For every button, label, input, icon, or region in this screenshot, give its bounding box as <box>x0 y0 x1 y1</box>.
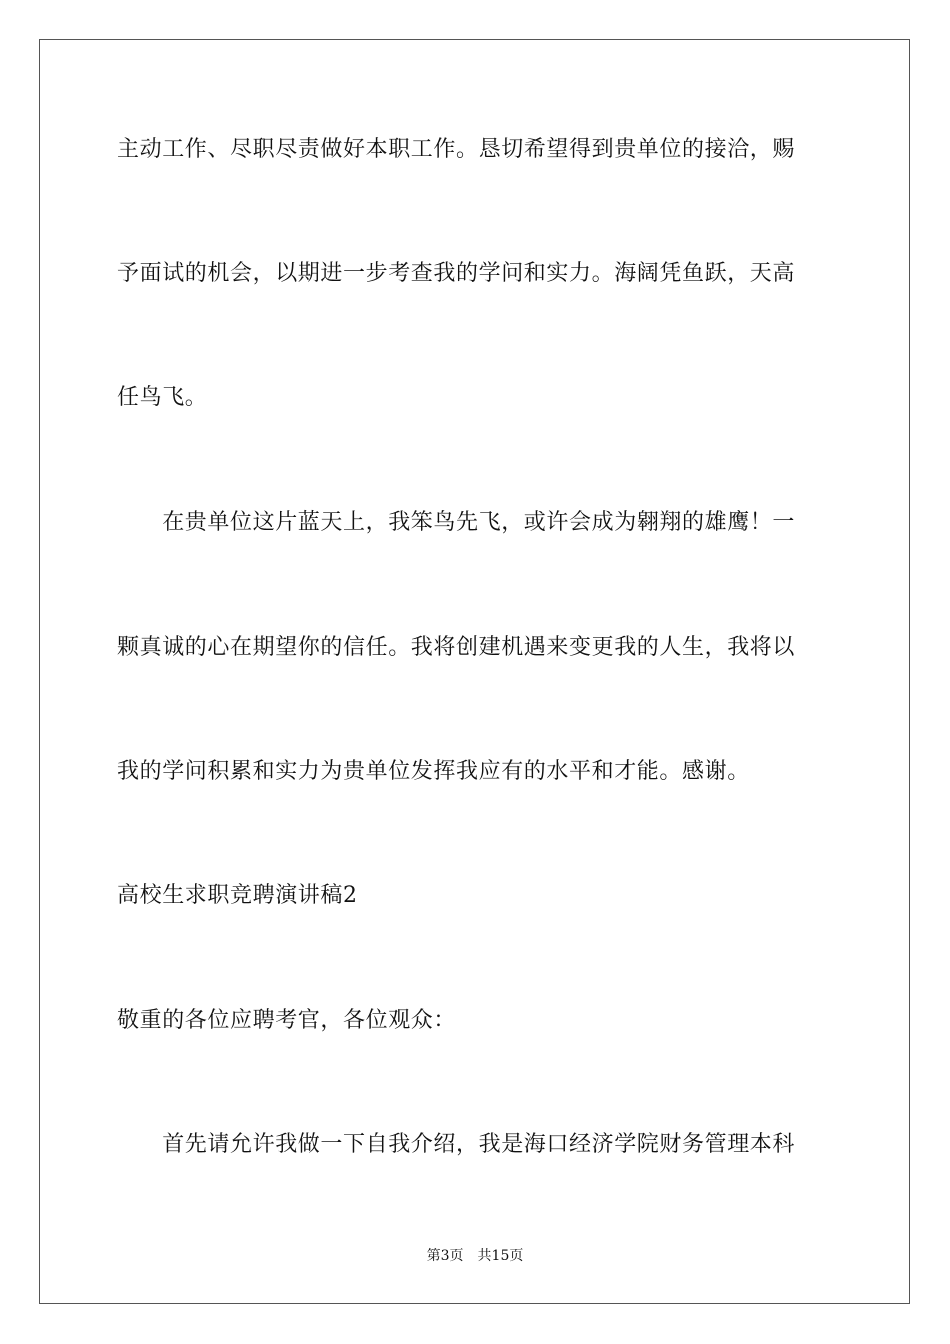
text-line-4: 在贵单位这片蓝天上，我笨鸟先飞，或许会成为翱翔的雄鹰！一 <box>117 510 796 535</box>
page-number: 第3页 <box>426 1248 464 1264</box>
page-footer <box>0 1246 950 1266</box>
page-total: 共15页 <box>477 1248 524 1264</box>
text-line-9: 首先请允许我做一下自我介绍，我是海口经济学院财务管理本科 <box>117 1132 796 1157</box>
text-line-3: 任鸟飞。 <box>117 385 208 410</box>
text-line-1: 主动工作、尽职尽责做好本职工作。恳切希望得到贵单位的接洽，赐 <box>117 137 796 162</box>
text-line-6: 我的学问积累和实力为贵单位发挥我应有的水平和才能。感谢。 <box>117 759 750 784</box>
text-line-5: 颗真诚的心在期望你的信任。我将创建机遇来变更我的人生，我将以 <box>117 635 796 660</box>
section-heading: 高校生求职竞聘演讲稿2 <box>117 883 358 908</box>
text-line-2: 予面试的机会，以期进一步考查我的学问和实力。海阔凭鱼跃，天高 <box>117 261 796 286</box>
page-border <box>39 39 910 1304</box>
salutation-line: 敬重的各位应聘考官，各位观众： <box>117 1008 457 1033</box>
